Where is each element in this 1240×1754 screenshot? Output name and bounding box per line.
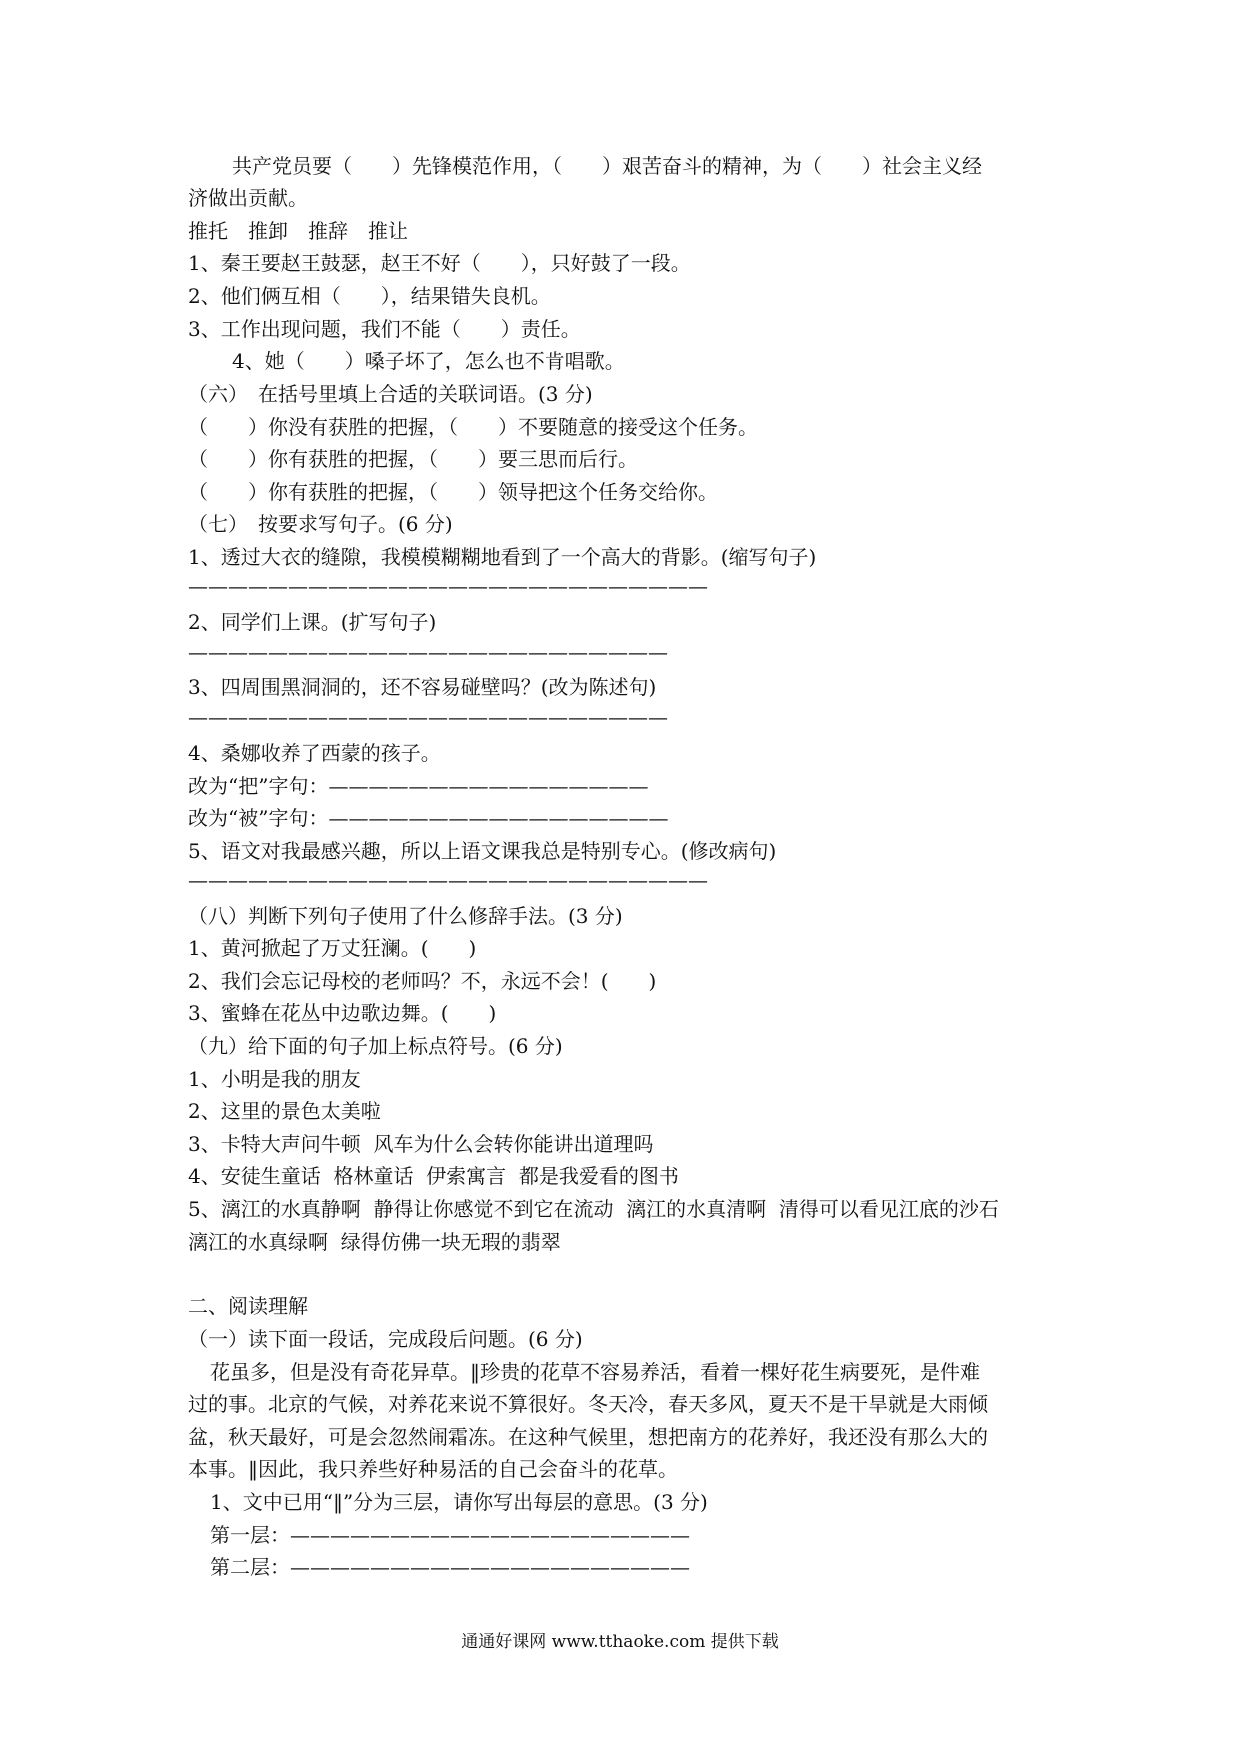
passage-line: 本事。‖因此，我只养些好种易活的自己会奋斗的花草。 [188,1457,678,1481]
section-heading: （七） 按要求写句子。(6 分) [188,512,453,536]
question-line: 5、漓江的水真静啊 静得让你感觉不到它在流动 漓江的水真清啊 清得可以看见江底的沙石 [188,1197,999,1221]
answer-line: —————————————————————————— [188,574,708,598]
passage-line: 花虽多，但是没有奇花异草。‖珍贵的花草不容易养活，看着一棵好花生病要死，是件难 [210,1360,980,1384]
question-line: 1、秦王要赵王鼓瑟，赵王不好（ ），只好鼓了一段。 [188,251,691,275]
text-line: 济做出贡献。 [188,186,308,210]
question-line: 1、小明是我的朋友 [188,1067,361,1091]
question-line: （ ）你有获胜的把握，（ ）领导把这个任务交给你。 [188,480,718,504]
answer-line: —————————————————————————— [188,868,708,892]
section-heading: （八）判断下列句子使用了什么修辞手法。(3 分) [188,904,623,928]
question-line: 1、文中已用“‖”分为三层，请你写出每层的意思。(3 分) [210,1490,708,1514]
answer-line: 第一层：———————————————————— [210,1523,690,1547]
question-line: 2、我们会忘记母校的老师吗？不，永远不会！( ) [188,969,657,993]
text-line: 共产党员要（ ）先锋模范作用，（ ）艰苦奋斗的精神，为（ ）社会主义经 [232,154,982,178]
passage-line: 过的事。北京的气候，对养花来说不算很好。冬天冷，春天多风，夏天不是干旱就是大雨倾 [188,1392,988,1416]
question-line: 3、蜜蜂在花丛中边歌边舞。( ) [188,1001,497,1025]
section-heading: （九）给下面的句子加上标点符号。(6 分) [188,1034,563,1058]
answer-line: 改为“把”字句：———————————————— [188,774,649,798]
answer-line: 第二层：———————————————————— [210,1555,690,1579]
answer-line: ———————————————————————— [188,705,668,729]
question-line: 4、她（ ）嗓子坏了，怎么也不肯唱歌。 [232,349,625,373]
question-line: 2、这里的景色太美啦 [188,1099,381,1123]
question-line: 1、透过大衣的缝隙，我模模糊糊地看到了一个高大的背影。(缩写句子) [188,545,817,569]
question-line: （ ）你没有获胜的把握，（ ）不要随意的接受这个任务。 [188,415,758,439]
answer-line: ———————————————————————— [188,640,668,664]
question-line: 1、黄河掀起了万丈狂澜。( ) [188,936,477,960]
question-line: 3、卡特大声问牛顿 风车为什么会转你能讲出道理吗 [188,1132,654,1156]
question-line: 5、语文对我最感兴趣，所以上语文课我总是特别专心。(修改病句) [188,839,777,863]
question-line: 4、安徒生童话 格林童话 伊索寓言 都是我爱看的图书 [188,1164,679,1188]
section-heading: （一）读下面一段话，完成段后问题。(6 分) [188,1327,583,1351]
question-line: 漓江的水真绿啊 绿得仿佛一块无瑕的翡翠 [188,1230,561,1254]
passage-line: 盆，秋天最好，可是会忽然闹霜冻。在这种气候里，想把南方的花养好，我还没有那么大的 [188,1425,988,1449]
question-line: 4、桑娜收养了西蒙的孩子。 [188,741,441,765]
section-heading: （六） 在括号里填上合适的关联词语。(3 分) [188,382,593,406]
question-line: 2、同学们上课。(扩写句子) [188,610,437,634]
word-choices: 推托 推卸 推辞 推让 [188,219,408,243]
question-line: 3、四周围黑洞洞的，还不容易碰壁吗？(改为陈述句) [188,675,657,699]
question-line: 3、工作出现问题，我们不能（ ）责任。 [188,317,581,341]
answer-line: 改为“被”字句：————————————————— [188,806,669,830]
question-line: （ ）你有获胜的把握，（ ）要三思而后行。 [188,447,638,471]
footer-text: 通通好课网 www.tthaoke.com 提供下载 [461,1632,779,1652]
part-heading: 二、阅读理解 [188,1294,308,1318]
question-line: 2、他们俩互相（ ），结果错失良机。 [188,284,551,308]
